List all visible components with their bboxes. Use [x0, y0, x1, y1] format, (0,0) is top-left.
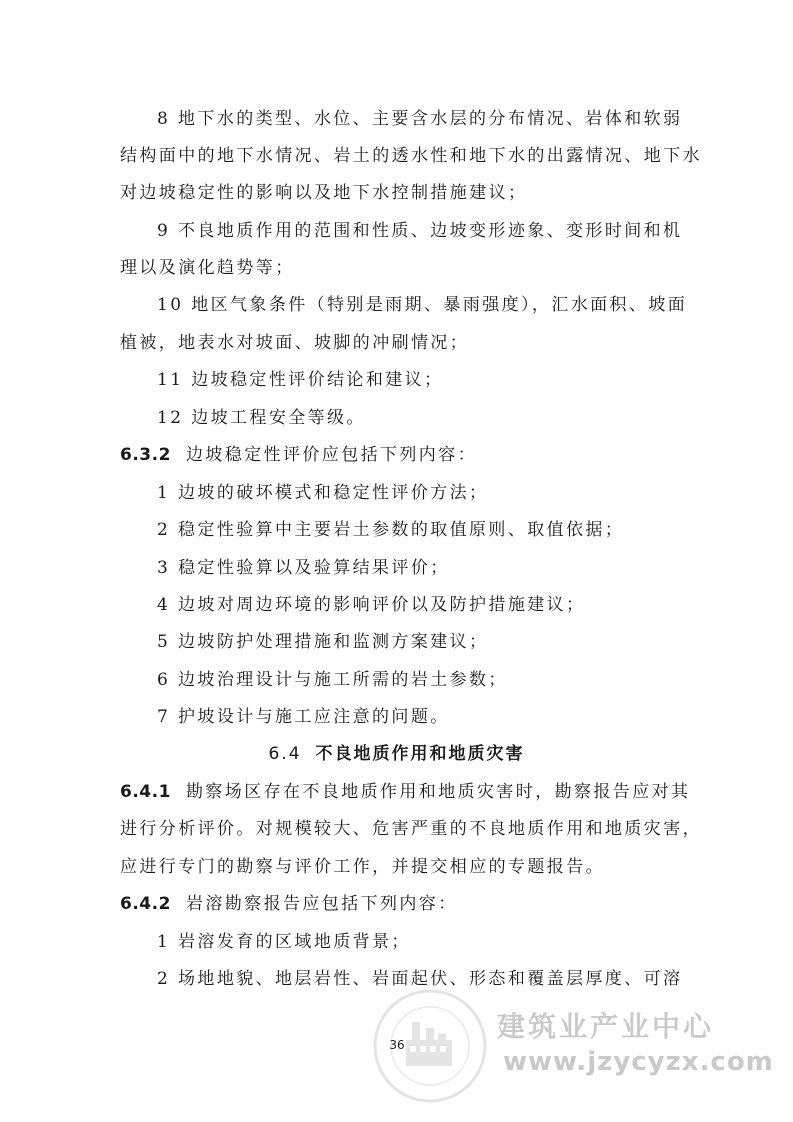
clause-text: 岩溶勘察报告应包括下列内容： [186, 894, 458, 914]
clause-6-4-1 [120, 780, 690, 804]
clause-6-4-1-line-3: 应进行专门的勘察与评价工作，并提交相应的专题报告。 [120, 857, 605, 877]
item-10-line-1: 10 地区气象条件（特别是雨期、暴雨强度），汇水面积、坡面 [157, 295, 688, 315]
item-8-line-2: 结构面中的地下水情况、岩土的透水性和地下水的出露情况、地下水 [120, 146, 702, 166]
clause-6-4-2 [120, 892, 458, 916]
item-11: 11 边坡稳定性评价结论和建议； [157, 370, 444, 390]
list-item: 6 边坡治理设计与施工所需的岩土参数； [157, 670, 508, 690]
list-item: 2 稳定性验算中主要岩土参数的取值原则、取值依据； [157, 520, 625, 540]
clause-text: 边坡稳定性评价应包括下列内容： [186, 445, 477, 465]
section-heading [0, 742, 793, 766]
clause-number: 6.4.2 [120, 894, 171, 914]
item-8-line-1: 8 地下水的类型、水位、主要含水层的分布情况、岩体和软弱 [157, 109, 683, 129]
watermark-url: www.jzycyzx.com [503, 1047, 774, 1077]
item-9-line-2: 理以及演化趋势等； [120, 258, 295, 278]
item-8-line-3: 对边坡稳定性的影响以及地下水控制措施建议； [120, 183, 528, 203]
clause-text: 勘察场区存在不良地质作用和地质灾害时，勘察报告应对其 [186, 782, 691, 802]
clause-number: 6.3.2 [120, 445, 171, 465]
section-title: 不良地质作用和地质灾害 [315, 744, 525, 764]
list-item: 5 边坡防护处理措施和监测方案建议； [157, 632, 489, 652]
list-item: 3 稳定性验算以及验算结果评价； [157, 558, 450, 578]
list-item: 2 场地地貌、地层岩性、岩面起伏、形态和覆盖层厚度、可溶 [157, 969, 683, 989]
item-9-line-1: 9 不良地质作用的范围和性质、边坡变形迹象、变形时间和机 [157, 221, 683, 241]
clause-6-3-2 [120, 443, 477, 467]
watermark-title: 建筑业产业中心 [497, 1010, 715, 1043]
list-item: 1 岩溶发育的区域地质背景； [157, 932, 411, 952]
list-item: 7 护坡设计与施工应注意的问题。 [157, 707, 450, 727]
list-item: 4 边坡对周边环境的影响评价以及防护措施建议； [157, 595, 586, 615]
item-12: 12 边坡工程安全等级。 [157, 408, 366, 428]
list-item: 1 边坡的破坏模式和稳定性评价方法； [157, 483, 489, 503]
section-number: 6.4 [268, 744, 302, 764]
clause-6-4-1-line-2: 进行分析评价。对规模较大、危害严重的不良地质作用和地质灾害， [120, 819, 702, 839]
clause-number: 6.4.1 [120, 782, 171, 802]
page-number: 36 [389, 1038, 405, 1052]
item-10-line-2: 植被，地表水对坡面、坡脚的冲刷情况； [120, 333, 470, 353]
